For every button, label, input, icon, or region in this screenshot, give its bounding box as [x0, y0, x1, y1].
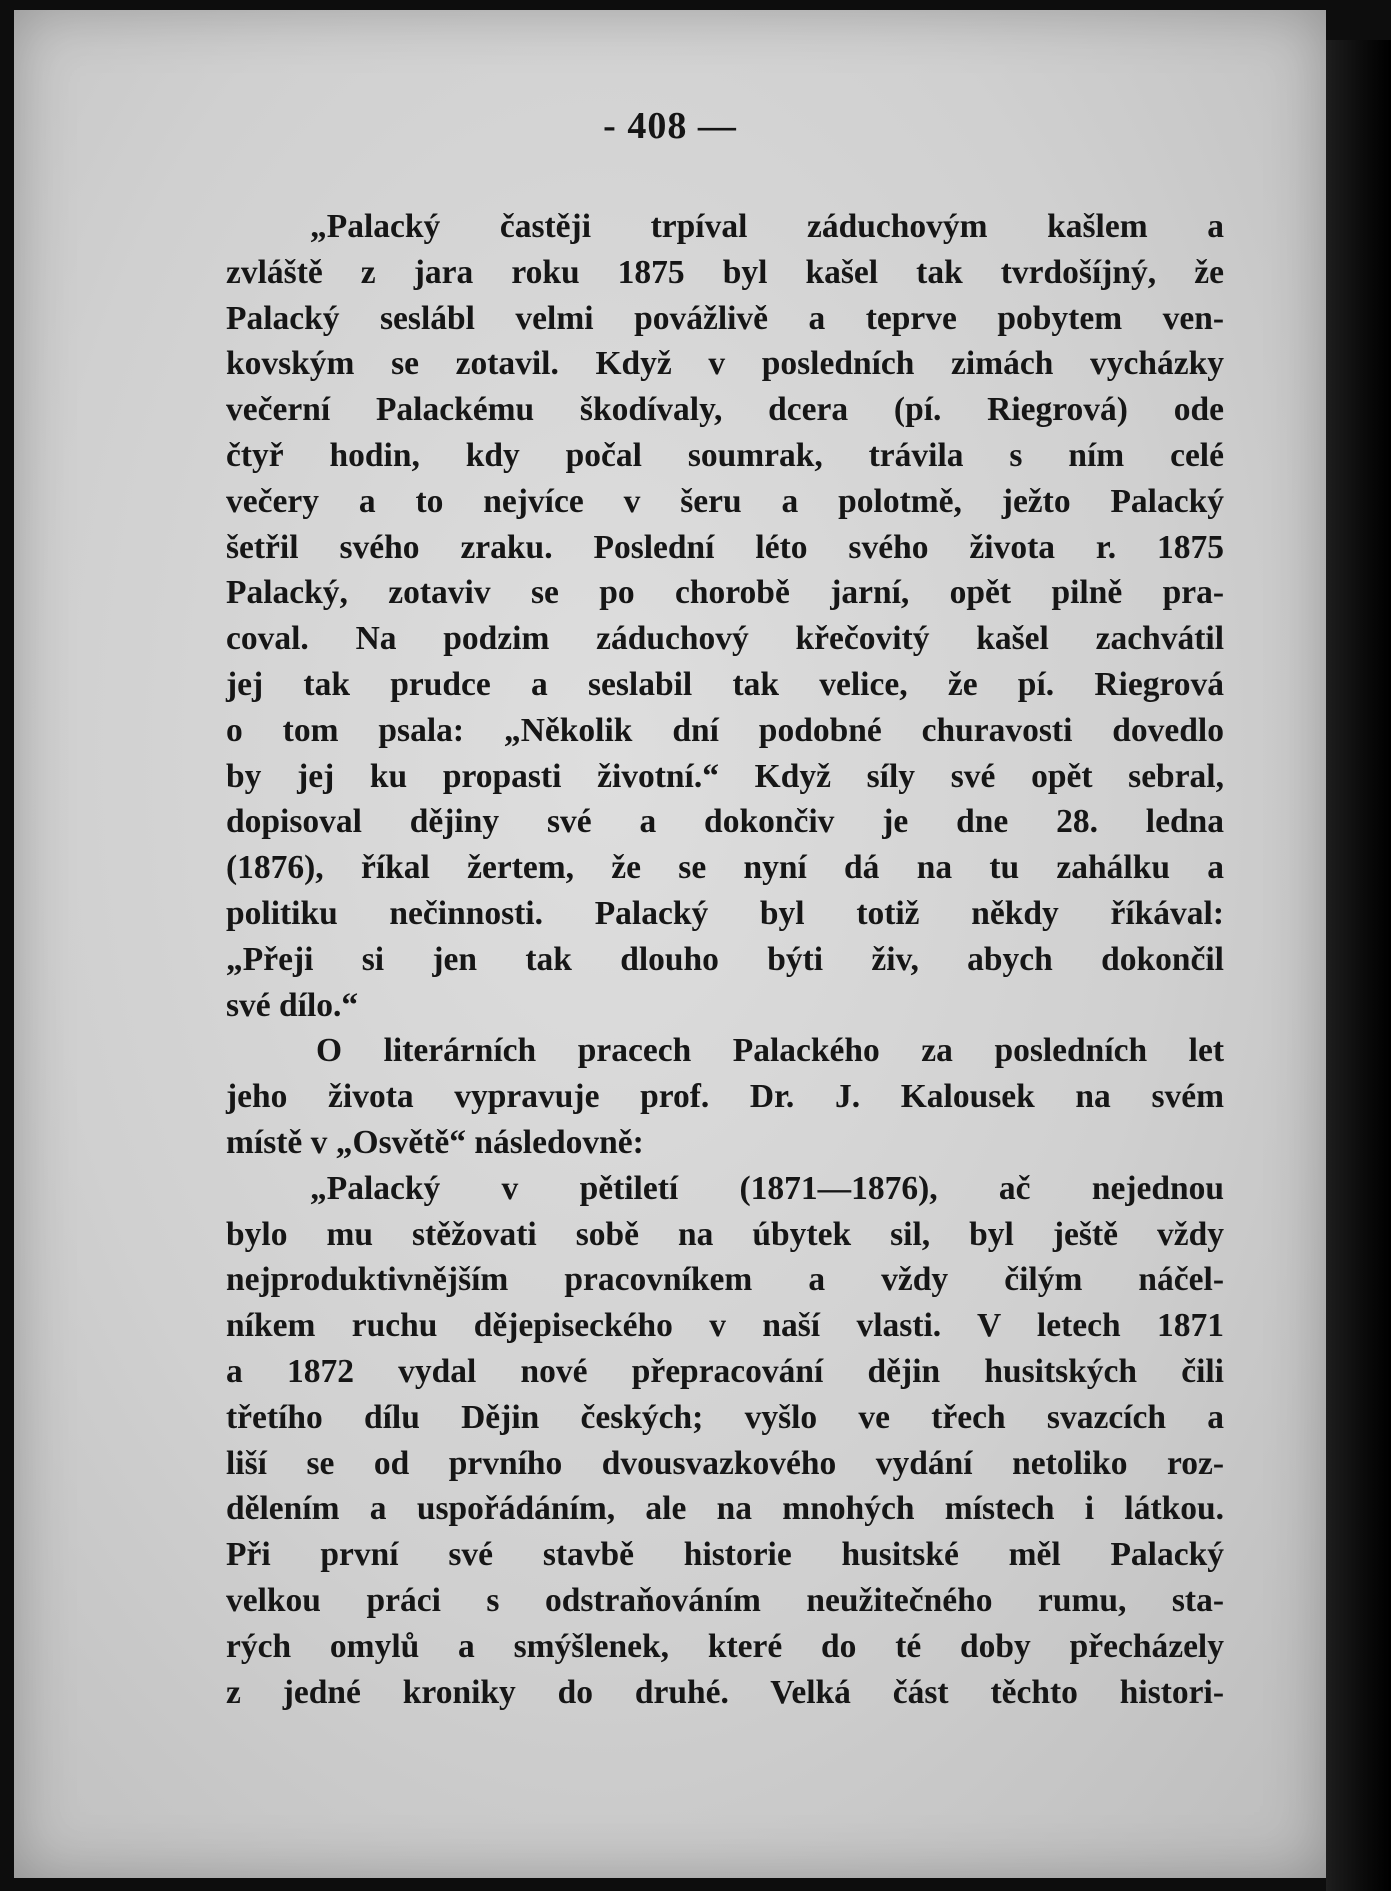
paragraph-3: [226, 1166, 1224, 1716]
text-line: třetího dílu Dějin českých; vyšlo ve třech svazcích a: [226, 1398, 1224, 1436]
text-line: (1876), říkal žertem, že se nyní dá na tu zahálku a: [226, 849, 1224, 887]
text-line: politiku nečinnosti. Palacký byl totiž někdy říkával:: [226, 894, 1224, 932]
text-line: z jedné kroniky do druhé. Velká část těchto histori-: [226, 1673, 1224, 1711]
page-number: - 408 —: [603, 105, 737, 147]
text-line: coval. Na podzim záduchový křečovitý kašel zachvátil: [226, 620, 1224, 658]
text-line: o tom psala: „Několik dní podobné churavosti dovedlo: [226, 711, 1224, 749]
text-line: večerní Palackému škodívaly, dcera (pí. Riegrová) ode: [226, 391, 1224, 429]
text-line: rých omylů a smýšlenek, které do té doby přecházely: [226, 1627, 1224, 1665]
text-line: své dílo.“: [226, 986, 359, 1024]
text-line: jeho života vypravuje prof. Dr. J. Kalousek na svém: [226, 1078, 1224, 1116]
text-line: liší se od prvního dvousvazkového vydání netoliko roz-: [226, 1444, 1224, 1482]
scan-border: [1326, 40, 1391, 1891]
text-line: by jej ku propasti životní.“ Když síly své opět sebral,: [226, 757, 1224, 795]
text-line: níkem ruchu dějepiseckého v naší vlasti. V letech 1871: [226, 1307, 1224, 1345]
text-line: dělením a uspořádáním, ale na mnohých místech i látkou.: [226, 1490, 1224, 1528]
text-line: místě v „Osvětě“ následovně:: [226, 1123, 644, 1161]
text-line: šetřil svého zraku. Poslední léto svého života r. 1875: [226, 528, 1224, 566]
paragraph-2: [226, 1028, 1224, 1165]
text-line: bylo mu stěžovati sobě na úbytek sil, byl ještě vždy: [226, 1215, 1224, 1253]
text-line: jej tak prudce a seslabil tak velice, že pí. Riegrová: [226, 665, 1224, 703]
text-line: nejproduktivnějším pracovníkem a vždy čilým náčel-: [226, 1261, 1224, 1299]
body-text: [226, 204, 1224, 1715]
text-line: zvláště z jara roku 1875 byl kašel tak tvrdošíjný, že: [226, 253, 1224, 291]
text-line: „Palacký v pětiletí (1871—1876), ač nejednou: [310, 1169, 1224, 1207]
text-line: „Palacký častěji trpíval záduchovým kašlem a: [310, 208, 1224, 245]
text-line: „Přeji si jen tak dlouho býti živ, abych dokončil: [226, 940, 1224, 978]
paragraph-1: [226, 204, 1224, 1028]
text-line: Při první své stavbě historie husitské měl Palacký: [226, 1536, 1224, 1574]
text-line: velkou práci s odstraňováním neužitečného rumu, sta-: [226, 1581, 1224, 1619]
text-line: dopisoval dějiny své a dokončiv je dne 28. ledna: [226, 803, 1224, 841]
text-line: O literárních pracech Palackého za posledních let: [316, 1032, 1224, 1070]
text-line: a 1872 vydal nové přepracování dějin husitských čili: [226, 1352, 1224, 1390]
text-line: čtyř hodin, kdy počal soumrak, trávila s ním celé: [226, 436, 1224, 474]
text-line: Palacký, zotaviv se po chorobě jarní, opět pilně pra-: [226, 574, 1224, 612]
text-line: kovským se zotavil. Když v posledních zimách vycházky: [226, 345, 1224, 383]
text-line: Palacký seslábl velmi povážlivě a teprve pobytem ven-: [226, 299, 1224, 337]
text-line: večery a to nejvíce v šeru a polotmě, ježto Palacký: [226, 482, 1224, 520]
